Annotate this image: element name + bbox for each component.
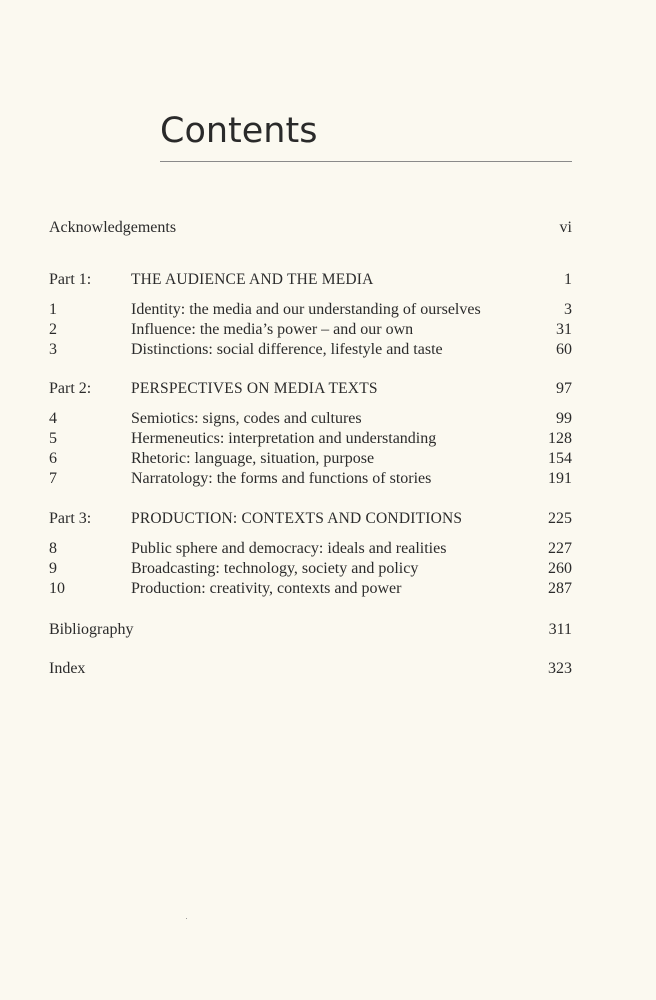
toc-page-number: 60 — [556, 341, 572, 358]
toc-page-number: 225 — [548, 510, 572, 527]
toc-entry-title: Index — [49, 660, 86, 677]
toc-entry-title: Acknowledgements — [49, 219, 177, 236]
toc-chapter-title: Identity: the media and our understanding of ourselves — [131, 301, 481, 318]
paper-speck — [186, 918, 187, 919]
toc-chapter-number: 5 — [49, 430, 57, 447]
toc-chapter-title: Narratology: the forms and functions of stories — [131, 470, 432, 487]
toc-chapter-number: 7 — [49, 470, 57, 487]
toc-chapter-4[interactable] — [49, 409, 572, 429]
toc-page-number: 128 — [548, 430, 572, 447]
toc-page-number: 311 — [548, 621, 572, 638]
toc-part-number: Part 1: — [49, 271, 92, 288]
toc-part-2[interactable] — [49, 379, 572, 399]
toc-chapter-1[interactable] — [49, 300, 572, 320]
toc-chapter-number: 8 — [49, 540, 57, 557]
toc-entry-index[interactable] — [49, 659, 572, 679]
toc-page-number: 97 — [556, 380, 572, 397]
toc-page-number: 3 — [564, 301, 572, 318]
toc-page-number: 227 — [548, 540, 572, 557]
toc-chapter-7[interactable] — [49, 469, 572, 489]
toc-chapter-10[interactable] — [49, 579, 572, 599]
toc-page-number: 323 — [548, 660, 572, 677]
toc-page-number: 287 — [548, 580, 572, 597]
toc-chapter-title: Broadcasting: technology, society and policy — [131, 560, 419, 577]
title-rule — [160, 161, 572, 162]
toc-chapter-title: Influence: the media’s power – and our own — [131, 321, 414, 338]
toc-entry-bibliography[interactable] — [49, 620, 572, 640]
toc-part-title: PRODUCTION: CONTEXTS AND CONDITIONS — [131, 510, 463, 527]
toc-chapter-title: Semiotics: signs, codes and cultures — [131, 410, 362, 427]
toc-chapter-8[interactable] — [49, 539, 572, 559]
toc-page-number: vi — [559, 219, 572, 236]
toc-chapter-number: 1 — [49, 301, 57, 318]
toc-page-number: 99 — [556, 410, 572, 427]
toc-chapter-number: 6 — [49, 450, 57, 467]
toc-chapter-title: Public sphere and democracy: ideals and realities — [131, 540, 447, 557]
toc-page-number: 31 — [556, 321, 572, 338]
toc-chapter-3[interactable] — [49, 340, 572, 360]
toc-page-number: 154 — [548, 450, 572, 467]
toc-chapter-title: Rhetoric: language, situation, purpose — [131, 450, 375, 467]
toc-page-number: 1 — [564, 271, 572, 288]
toc-chapter-title: Distinctions: social difference, lifestyle and taste — [131, 341, 443, 358]
toc-chapter-9[interactable] — [49, 559, 572, 579]
toc-part-1[interactable] — [49, 270, 572, 290]
toc-chapter-number: 2 — [49, 321, 57, 338]
page-title: Contents — [160, 111, 318, 151]
toc-chapter-6[interactable] — [49, 449, 572, 469]
toc-part-number: Part 2: — [49, 380, 92, 397]
toc-page-number: 260 — [548, 560, 572, 577]
toc-chapter-number: 9 — [49, 560, 57, 577]
toc-part-3[interactable] — [49, 509, 572, 529]
toc-page-number: 191 — [548, 470, 572, 487]
toc-chapter-5[interactable] — [49, 429, 572, 449]
toc-part-number: Part 3: — [49, 510, 92, 527]
toc-entry-title: Bibliography — [49, 621, 134, 638]
toc-chapter-number: 4 — [49, 410, 57, 427]
toc-chapter-title: Hermeneutics: interpretation and understanding — [131, 430, 437, 447]
toc-chapter-number: 3 — [49, 341, 57, 358]
toc-chapter-2[interactable] — [49, 320, 572, 340]
toc-entry-acknowledgements[interactable] — [49, 218, 572, 238]
toc-part-title: PERSPECTIVES ON MEDIA TEXTS — [131, 380, 378, 397]
toc-chapter-number: 10 — [49, 580, 65, 597]
toc-part-title: THE AUDIENCE AND THE MEDIA — [131, 271, 374, 288]
toc-chapter-title: Production: creativity, contexts and power — [131, 580, 402, 597]
